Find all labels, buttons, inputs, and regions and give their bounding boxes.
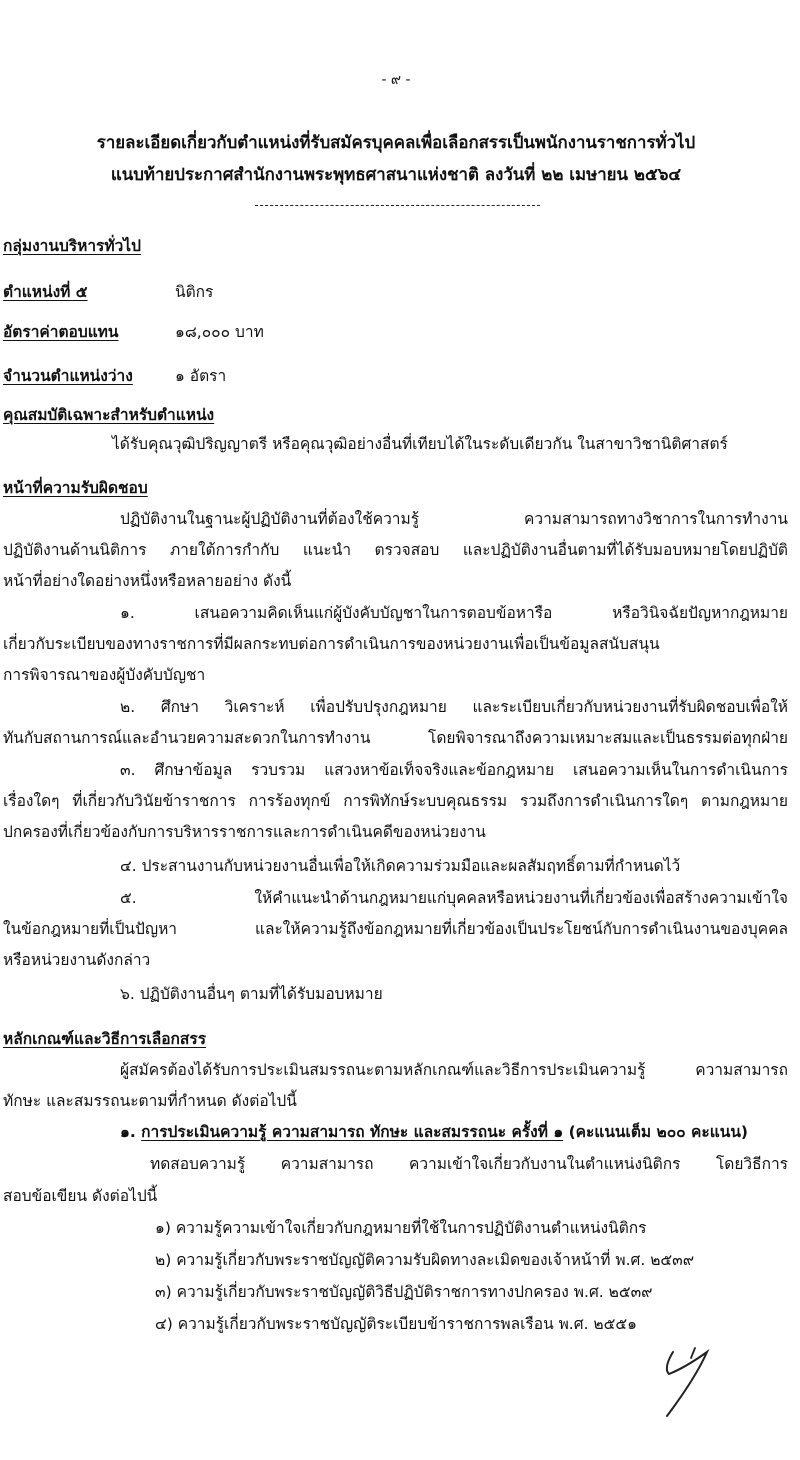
duty-1-line-3: การพิจารณาของผู้บังคับบัญชา (3, 666, 206, 684)
duty-2-line-1: ๒. ศึกษา วิเคราะห์ เพื่อปรับปรุงกฎหมาย และระเบียบเกี่ยวกับหน่วยงานที่รับผิดชอบเพื่อให้ (120, 698, 788, 716)
duty-3-line-2: เรื่องใดๆ ที่เกี่ยวกับวินัยข้าราชการ การร้องทุกข์ การพิทักษ์ระบบคุณธรรม รวมถึงการดำเนินการใดๆ ตามกฎหมาย (3, 792, 788, 810)
duty-1-line-1: ๑. เสนอความคิดเห็นแก่ผู้บังคับบัญชาในการตอบข้อหารือ หรือวินิจฉัยปัญหากฎหมาย (120, 604, 788, 622)
salary-value: ๑๘,๐๐๐ บาท (175, 323, 264, 341)
position-label: ตำแหน่งที่ ๕ (3, 283, 88, 301)
exam-topic-1: ๑) ความรู้ความเข้าใจเกี่ยวกับกฎหมายที่ใช้ในการปฏิบัติงานตำแหน่งนิติกร (155, 1219, 647, 1237)
duty-3-line-3: ปกครองที่เกี่ยวข้องกับการบริหารราชการและการดำเนินคดีของหน่วยงาน (3, 823, 486, 841)
duty-3-line-1: ๓. ศึกษาข้อมูล รวบรวม แสวงหาข้อเท็จจริงและข้อกฎหมาย เสนอความเห็นในการดำเนินการ (120, 761, 788, 779)
exam-topic-4: ๔) ความรู้เกี่ยวกับพระราชบัญญัติระเบียบข้าราชการพลเรือน พ.ศ. ๒๕๕๑ (155, 1315, 637, 1333)
position-value: นิติกร (175, 283, 214, 301)
vacancies-value: ๑ อัตรา (175, 367, 227, 385)
selection-intro-line-1: ผู้สมัครต้องได้รับการประเมินสมรรถนะตามหลักเกณฑ์และวิธีการประเมินความรู้ ความสามารถ (120, 1061, 788, 1079)
title-line-2: แนบท้ายประกาศสำนักงานพระพุทธศาสนาแห่งชาติ ลงวันที่ ๒๒ เมษายน ๒๕๖๔ (110, 165, 682, 185)
selection-heading: หลักเกณฑ์และวิธีการเลือกสรร (3, 1030, 207, 1048)
qualifications-heading: คุณสมบัติเฉพาะสำหรับตำแหน่ง (3, 406, 215, 424)
title-divider (255, 205, 540, 206)
round-1-number: ๑. (120, 1123, 136, 1141)
duty-5-line-3: หรือหน่วยงานดังกล่าว (3, 951, 151, 969)
salary-label: อัตราค่าตอบแทน (3, 323, 119, 341)
duties-intro-line-3: หน้าที่อย่างใดอย่างหนึ่งหรือหลายอย่าง ดังนี้ (3, 572, 292, 590)
duty-5-line-1: ๕. ให้คำแนะนำด้านกฎหมายแก่บุคคลหรือหน่วยงานที่เกี่ยวข้องเพื่อสร้างความเข้าใจ (120, 889, 788, 907)
duty-5-line-2: ในข้อกฎหมายที่เป็นปัญหา และให้ความรู้ถึงข้อกฎหมายที่เกี่ยวข้องเป็นประโยชน์กับการดำเนินงานของบุคคล (3, 920, 788, 938)
duty-6: ๖. ปฏิบัติงานอื่นๆ ตามที่ได้รับมอบหมาย (120, 985, 383, 1003)
duties-heading: หน้าที่ความรับผิดชอบ (3, 479, 148, 497)
duty-2-line-2: ทันกับสถานการณ์และอำนวยความสะดวกในการทำงาน โดยพิจารณาถึงความเหมาะสมและเป็นธรรมต่อทุกฝ่าย (3, 729, 788, 747)
exam-topic-3: ๓) ความรู้เกี่ยวกับพระราชบัญญัติวิธีปฏิบัติราชการทางปกครอง พ.ศ. ๒๕๓๙ (155, 1283, 653, 1301)
vacancies-label: จำนวนตำแหน่งว่าง (3, 367, 133, 385)
duties-intro-line-2: ปฏิบัติงานด้านนิติการ ภายใต้การกำกับ แนะนำ ตรวจสอบ และปฏิบัติงานอื่นตามที่ได้รับมอบหมายโดยปฏิบัติ (3, 541, 788, 559)
duties-intro-line-1: ปฏิบัติงานในฐานะผู้ปฏิบัติงานที่ต้องใช้ความรู้ ความสามารถทางวิชาการในการทำงาน (120, 510, 788, 528)
signature-mark (655, 1340, 725, 1420)
duty-1-line-2: เกี่ยวกับระเบียบของทางราชการที่มีผลกระทบต่อการดำเนินการของหน่วยงานเพื่อเป็นข้อมูลสนับสนุน (3, 635, 660, 653)
qualifications-text: ได้รับคุณวุฒิปริญญาตรี หรือคุณวุฒิอย่างอื่นที่เทียบได้ในระดับเดียวกัน ในสาขาวิชานิติศาสตร์ (112, 435, 728, 453)
page-number: - ๙ - (381, 72, 411, 88)
round-1-desc-line-1: ทดสอบความรู้ ความสามารถ ความเข้าใจเกี่ยวกับงานในตำแหน่งนิติกร โดยวิธีการ (150, 1155, 788, 1173)
title-line-1: รายละเอียดเกี่ยวกับตำแหน่งที่รับสมัครบุคคลเพื่อเลือกสรรเป็นพนักงานราชการทั่วไป (96, 133, 696, 153)
round-1-heading (120, 1122, 748, 1142)
exam-topic-2: ๒) ความรู้เกี่ยวกับพระราชบัญญัติความรับผิดทางละเมิดของเจ้าหน้าที่ พ.ศ. ๒๕๓๙ (155, 1251, 695, 1269)
selection-intro-line-2: ทักษะ และสมรรถนะตามที่กำหนด ดังต่อไปนี้ (3, 1092, 297, 1110)
round-1-desc-line-2: สอบข้อเขียน ดังต่อไปนี้ (3, 1187, 158, 1205)
group-heading: กลุ่มงานบริหารทั่วไป (3, 237, 141, 255)
round-1-score: (คะแนนเต็ม ๒๐๐ คะแนน) (568, 1123, 748, 1141)
round-1-label: การประเมินความรู้ ความสามารถ ทักษะ และสมรรถนะ ครั้งที่ ๑ (141, 1123, 564, 1141)
duty-4: ๔. ประสานงานกับหน่วยงานอื่นเพื่อให้เกิดความร่วมมือและผลสัมฤทธิ์ตามที่กำหนดไว้ (120, 857, 681, 875)
